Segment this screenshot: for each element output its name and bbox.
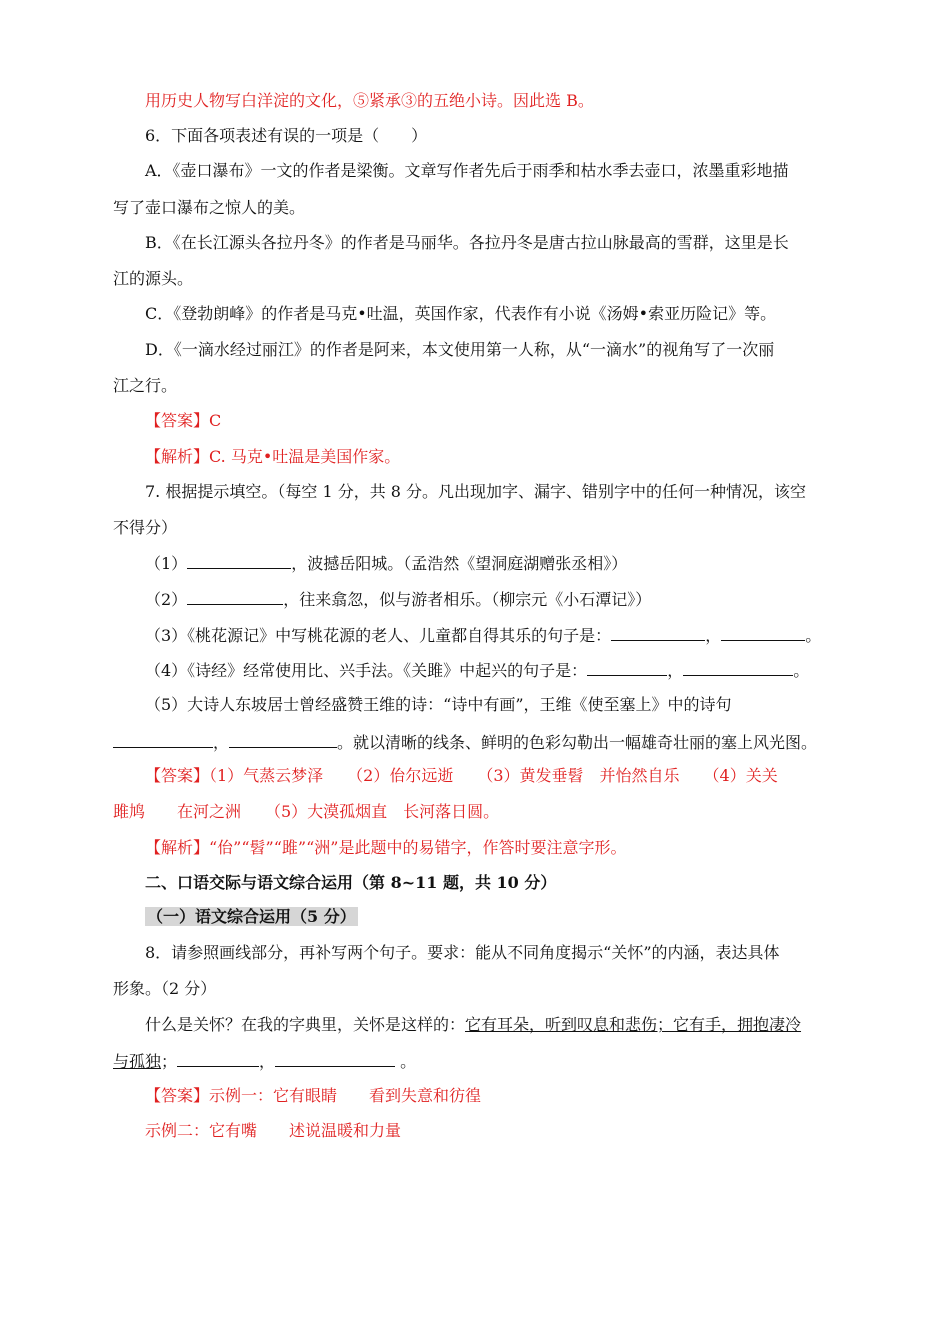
q6-analysis: 【解析】C. 马克•吐温是美国作家。: [145, 447, 401, 466]
blank-2[interactable]: [187, 588, 283, 605]
q8-text-line1: [145, 1014, 837, 1036]
blank-4a[interactable]: [587, 659, 667, 676]
q8-stem-line2: 形象。（2 分）: [113, 979, 217, 998]
q7-item-2: [145, 588, 837, 611]
blank-1[interactable]: [187, 552, 291, 569]
q7-item-3-end: 。: [805, 626, 822, 645]
q7-item-4: [145, 659, 837, 682]
q7-item-2-text: ，往来翕忽，似与游者相乐。（柳宗元《小石潭记》）: [283, 590, 652, 609]
q6-stem: 6．下面各项表述有误的一项是（ ）: [145, 126, 428, 145]
q8-underlined-example: 它有耳朵，听到叹息和悲伤；它有手，拥抱凄冷: [465, 1015, 802, 1034]
q6-option-d-line1: D．《一滴水经过丽江》的作者是阿来，本文使用第一人称，从“一滴水”的视角写了一次丽: [145, 340, 775, 359]
blank-3b[interactable]: [721, 624, 805, 641]
q8-answer-line2: 示例二：它有嘴 述说温暖和力量: [145, 1121, 402, 1140]
blank-8a[interactable]: [177, 1050, 259, 1067]
q8-text-lead: 什么是关怀？在我的字典里，关怀是这样的：: [145, 1015, 466, 1034]
q8-semicolon: ；: [161, 1052, 178, 1071]
section-2-subtitle-text: （一）语文综合运用（5 分）: [147, 907, 356, 926]
q7-stem-line2: 不得分）: [113, 518, 178, 537]
q7-item-3-comma: ，: [705, 626, 722, 645]
q7-item-5-line1: （5）大诗人东坡居士曾经盛赞王维的诗：“诗中有画”，王维《使至塞上》中的诗句: [145, 695, 732, 714]
q7-answer-line1: 【答案】（1）气蒸云梦泽 （2）佁尔远逝 （3）黄发垂髫 并怡然自乐 （4）关关: [145, 766, 778, 785]
q6-answer: 【答案】C: [145, 411, 222, 430]
q8-end: 。: [395, 1052, 417, 1071]
q7-item-2-prefix: （2）: [145, 590, 188, 609]
blank-8b[interactable]: [275, 1050, 395, 1067]
q7-stem-line1: 7. 根据提示填空。（每空 1 分，共 8 分。凡出现加字、漏字、错别字中的任何一种情况，该空: [145, 482, 807, 501]
q7-item-4-comma: ，: [667, 661, 684, 680]
q7-item-3-text: （3）《桃花源记》中写桃花源的老人、儿童都自得其乐的句子是：: [145, 626, 612, 645]
section-2-title: 二、口语交际与语文综合运用（第 8~11 题，共 10 分）: [145, 873, 557, 892]
q8-underlined-example-end: 与孤独: [113, 1052, 162, 1071]
q6-option-a-line2: 写了壶口瀑布之惊人的美。: [113, 198, 306, 217]
blank-4b[interactable]: [683, 659, 793, 676]
q7-item-1: [145, 552, 837, 575]
blank-5b[interactable]: [229, 731, 337, 748]
q8-stem-line1: 8．请参照画线部分，再补写两个句子。要求：能从不同角度揭示“关怀”的内涵，表达具体: [145, 943, 780, 962]
q6-option-b-line2: 江的源头。: [113, 269, 194, 288]
q7-item-4-end: 。: [793, 661, 810, 680]
q7-item-4-text: （4）《诗经》经常使用比、兴手法。《关雎》中起兴的句子是：: [145, 661, 588, 680]
q6-option-d-line2: 江之行。: [113, 376, 178, 395]
q7-analysis: 【解析】“佁”“髫”“雎”“洲”是此题中的易错字，作答时要注意字形。: [145, 838, 627, 857]
q8-comma: ，: [259, 1052, 276, 1071]
q8-text-line2: [113, 1050, 837, 1073]
blank-3a[interactable]: [611, 624, 705, 641]
q6-option-b-line1: B．《在长江源头各拉丹冬》的作者是马丽华。各拉丹冬是唐古拉山脉最高的雪群，这里是长: [145, 233, 789, 252]
q8-answer-line1: 【答案】示例一：它有眼睛 看到失意和彷徨: [145, 1086, 482, 1105]
q6-option-c: C．《登勃朗峰》的作者是马克•吐温，英国作家，代表作有小说《汤姆•索亚历险记》等。: [145, 304, 777, 323]
q7-item-5-text: 。就以清晰的线条、鲜明的色彩勾勒出一幅雄奇壮丽的塞上风光图。: [337, 733, 818, 752]
q7-item-5-comma: ，: [213, 733, 230, 752]
q7-item-1-prefix: （1）: [145, 554, 188, 573]
q7-item-3: [145, 624, 837, 647]
blank-5a[interactable]: [113, 731, 213, 748]
top-note: 用历史人物写白洋淀的文化，⑤紧承③的五绝小诗。因此选 B。: [145, 91, 594, 110]
q7-answer-line2: 雎鸠 在河之洲 （5）大漠孤烟直 长河落日圆。: [113, 802, 500, 821]
section-2-subtitle: [145, 906, 837, 928]
q7-item-1-text: ，波撼岳阳城。（孟浩然《望洞庭湖赠张丞相》）: [291, 554, 628, 573]
q7-item-5-line2: [113, 731, 837, 754]
q6-option-a-line1: A．《壶口瀑布》一文的作者是梁衡。文章写作者先后于雨季和枯水季去壶口，浓墨重彩地描: [145, 161, 789, 180]
